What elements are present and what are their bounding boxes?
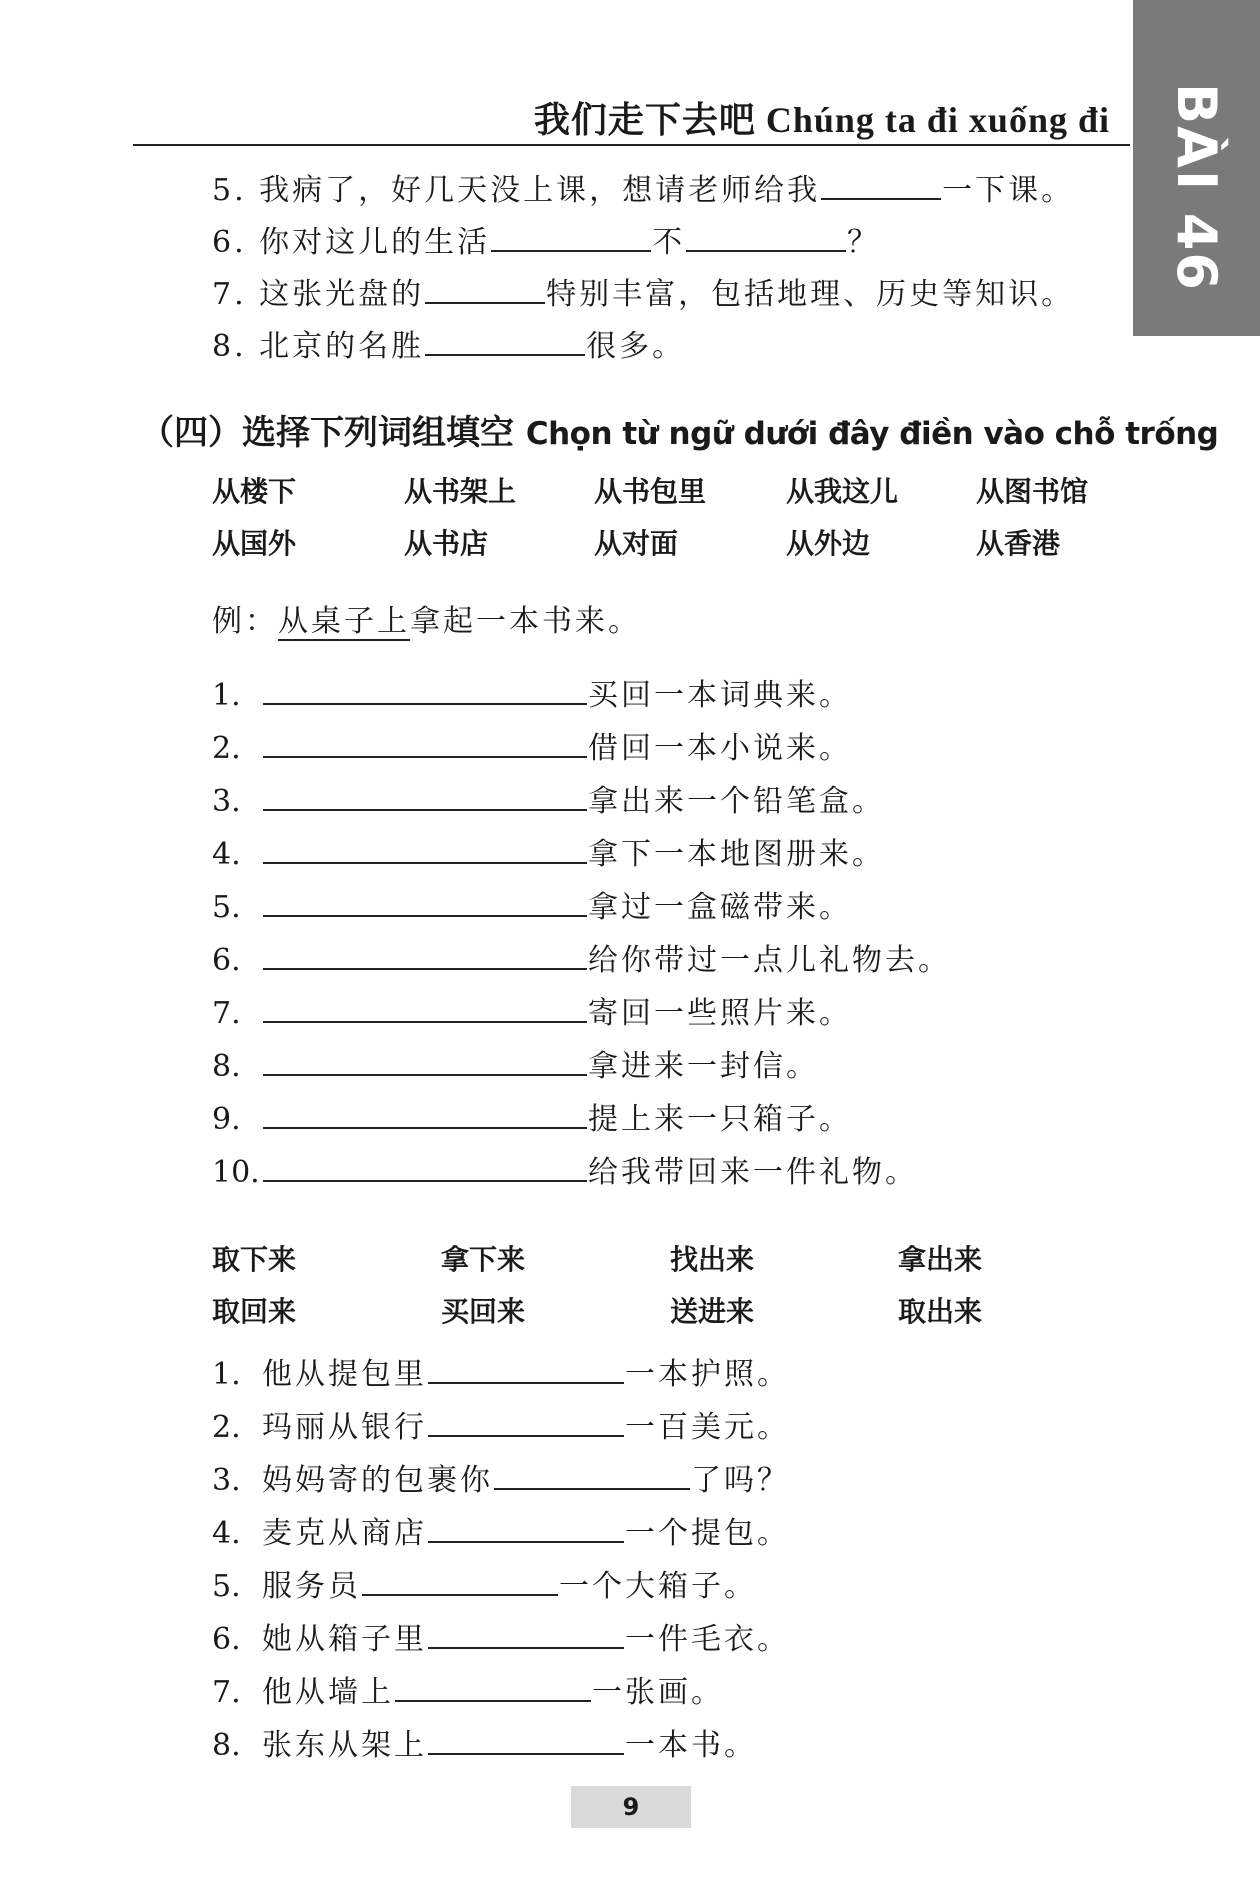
word-bank-item: 取出来 [898, 1295, 983, 1328]
exercise-line [212, 938, 951, 981]
answer-blank[interactable] [263, 1097, 587, 1129]
answer-blank[interactable] [263, 1044, 587, 1076]
answer-blank[interactable] [263, 938, 587, 970]
word-bank-item: 从我这儿 [786, 475, 899, 508]
word-bank-item: 从图书馆 [976, 475, 1089, 508]
exercise-line [212, 1564, 757, 1607]
item-number: 3. [212, 784, 241, 819]
word-bank-item: 买回来 [441, 1295, 526, 1328]
exercise-line [212, 779, 885, 822]
sentence-text: 这张光盘的 [259, 277, 425, 312]
exercise-line [212, 1352, 790, 1395]
lesson-side-tab [1133, 0, 1260, 336]
item-number: 10. [212, 1155, 260, 1190]
exercise-line [212, 991, 852, 1034]
sentence-text: 一百美元。 [625, 1410, 790, 1445]
sentence-text: 玛丽从银行 [262, 1410, 427, 1445]
sentence-text: 给你带过一点儿礼物去。 [588, 943, 951, 978]
sentence-text: 了吗？ [691, 1463, 790, 1498]
exercise-line [212, 1097, 852, 1140]
sentence-text: 他从提包里 [262, 1357, 427, 1392]
sentence-text: 北京的名胜 [259, 329, 425, 364]
sentence-text: 妈妈寄的包裹你 [262, 1463, 493, 1498]
sentence-text: 借回一本小说来。 [588, 731, 852, 766]
answer-blank[interactable] [428, 1352, 624, 1384]
item-number: 6. [212, 225, 247, 260]
word-bank-item: 送进来 [670, 1295, 755, 1328]
sentence-text: 你对这儿的生活 [259, 225, 491, 260]
item-number: 5. [212, 1569, 241, 1604]
word-bank-item: 从香港 [976, 527, 1061, 560]
word-bank-item: 取回来 [212, 1295, 297, 1328]
exercise-line [212, 1150, 918, 1193]
exercise-line [212, 673, 852, 716]
answer-blank[interactable] [428, 1511, 624, 1543]
lesson-tab-label: BÀI 46 [1165, 82, 1228, 292]
header-rule [133, 144, 1130, 146]
item-number: 1. [212, 678, 241, 713]
exercise-line [212, 220, 880, 263]
word-bank-item: 从书包里 [594, 475, 707, 508]
item-number: 1. [212, 1357, 241, 1392]
answer-blank[interactable] [491, 220, 651, 252]
exercise-line [212, 272, 1074, 315]
sentence-text: 一件毛衣。 [625, 1622, 790, 1657]
sentence-text: 特别丰富，包括地理、历史等知识。 [546, 277, 1075, 312]
sentence-text: 张东从架上 [262, 1728, 427, 1763]
item-number: 2. [212, 731, 241, 766]
item-number: 8. [212, 1049, 241, 1084]
answer-blank[interactable] [362, 1564, 558, 1596]
exercise-line [212, 168, 1074, 211]
item-number: 6. [212, 1622, 241, 1657]
answer-blank[interactable] [263, 673, 587, 705]
answer-blank[interactable] [263, 779, 587, 811]
sentence-text: 拿过一盒磁带来。 [588, 890, 852, 925]
item-number: 5. [212, 890, 241, 925]
word-bank-item: 从国外 [212, 527, 297, 560]
word-bank-item: 取下来 [212, 1243, 297, 1276]
word-bank-item: 拿出来 [898, 1243, 983, 1276]
running-header-title: 我们走下去吧 Chúng ta đi xuống đi [533, 100, 1110, 140]
sentence-text: ？ [847, 225, 881, 260]
item-number: 7. [212, 277, 247, 312]
section-title-vi: Chọn từ ngữ dưới đây điền vào chỗ trống [525, 416, 1219, 452]
sentence-text: 很多。 [586, 329, 686, 364]
answer-blank[interactable] [425, 272, 545, 304]
item-number: 4. [212, 837, 241, 872]
page-number: 9 [622, 1793, 640, 1821]
example-prefix: 例： [212, 604, 278, 639]
sentence-text: 她从箱子里 [262, 1622, 427, 1657]
example-rest: 拿起一本书来。 [410, 604, 641, 639]
exercise-line [212, 885, 852, 928]
answer-blank[interactable] [263, 832, 587, 864]
sentence-text: 买回一本词典来。 [588, 678, 852, 713]
item-number: 7. [212, 996, 241, 1031]
item-number: 4. [212, 1516, 241, 1551]
item-number: 3. [212, 1463, 241, 1498]
item-number: 6. [212, 943, 241, 978]
word-bank-item: 找出来 [670, 1243, 755, 1276]
item-number: 5. [212, 173, 247, 208]
exercise-line [212, 324, 685, 367]
sentence-text: 不 [652, 225, 686, 260]
answer-blank[interactable] [263, 726, 587, 758]
section-title [140, 405, 1218, 454]
answer-blank[interactable] [428, 1617, 624, 1649]
word-bank-item: 从书架上 [404, 475, 517, 508]
sentence-text: 一个提包。 [625, 1516, 790, 1551]
exercise-line [212, 1405, 790, 1448]
word-bank-item: 从对面 [594, 527, 679, 560]
sentence-text: 寄回一些照片来。 [588, 996, 852, 1031]
answer-blank[interactable] [263, 885, 587, 917]
exercise-line [212, 726, 852, 769]
exercise-line [212, 1670, 724, 1713]
sentence-text: 一个大箱子。 [559, 1569, 757, 1604]
example-answer: 从桌子上 [278, 604, 410, 639]
item-number: 8. [212, 1728, 241, 1763]
sentence-text: 一本书。 [625, 1728, 757, 1763]
sentence-text: 拿下一本地图册来。 [588, 837, 885, 872]
sentence-text: 一下课。 [942, 173, 1075, 208]
sentence-text: 一张画。 [592, 1675, 724, 1710]
item-number: 8. [212, 329, 247, 364]
exercise-line [212, 832, 885, 875]
word-bank-item: 从外边 [786, 527, 871, 560]
sentence-text: 提上来一只箱子。 [588, 1102, 852, 1137]
example-sentence [212, 596, 641, 640]
page-number-box [571, 1786, 691, 1828]
sentence-text: 我病了，好几天没上课，想请老师给我 [259, 173, 821, 208]
sentence-text: 服务员 [262, 1569, 361, 1604]
answer-blank[interactable] [263, 1150, 587, 1182]
exercise-line [212, 1617, 790, 1660]
exercise-line [212, 1723, 757, 1766]
answer-blank[interactable] [686, 220, 846, 252]
answer-blank[interactable] [425, 324, 585, 356]
exercise-line [212, 1458, 790, 1501]
answer-blank[interactable] [494, 1458, 690, 1490]
answer-blank[interactable] [428, 1405, 624, 1437]
item-number: 7. [212, 1675, 241, 1710]
sentence-text: 麦克从商店 [262, 1516, 427, 1551]
word-bank-item: 拿下来 [441, 1243, 526, 1276]
answer-blank[interactable] [395, 1670, 591, 1702]
word-bank-item: 从楼下 [212, 475, 297, 508]
sentence-text: 一本护照。 [625, 1357, 790, 1392]
exercise-line [212, 1511, 790, 1554]
section-title-cn: （四）选择下列词组填空 [140, 413, 514, 453]
sentence-text: 给我带回来一件礼物。 [588, 1155, 918, 1190]
exercise-line [212, 1044, 819, 1087]
answer-blank[interactable] [428, 1723, 624, 1755]
sentence-text: 他从墙上 [262, 1675, 394, 1710]
sentence-text: 拿进来一封信。 [588, 1049, 819, 1084]
word-bank-item: 从书店 [404, 527, 489, 560]
answer-blank[interactable] [263, 991, 587, 1023]
answer-blank[interactable] [821, 168, 941, 200]
item-number: 9. [212, 1102, 241, 1137]
sentence-text: 拿出来一个铅笔盒。 [588, 784, 885, 819]
item-number: 2. [212, 1410, 241, 1445]
